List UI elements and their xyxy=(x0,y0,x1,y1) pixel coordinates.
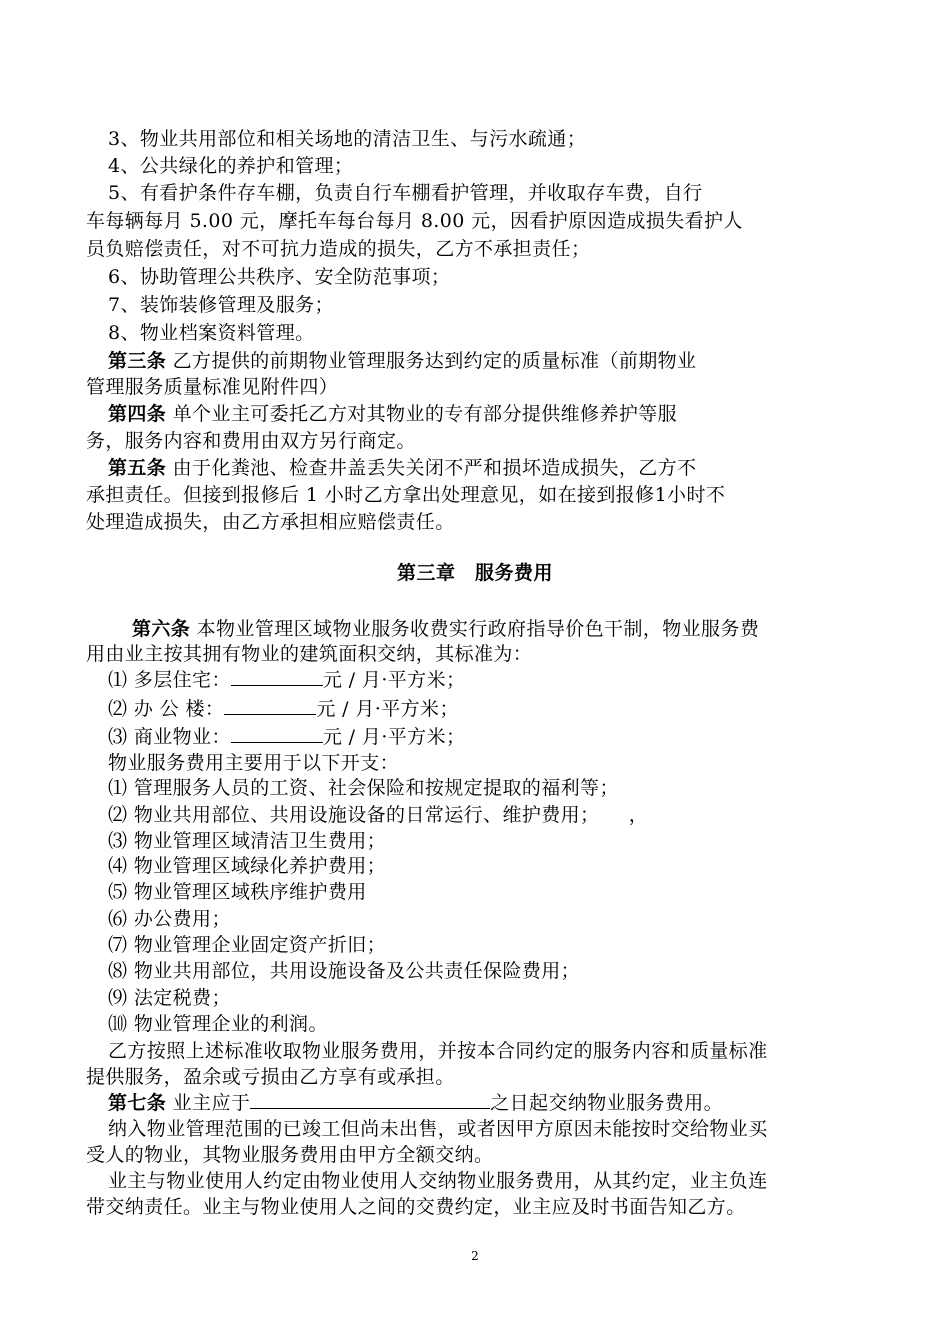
clause-line: 处理造成损失，由乙方承担相应赔偿责任。 xyxy=(86,511,455,533)
clause-line: 8、物业档案资料管理。 xyxy=(108,322,315,344)
clause-line: 4、公共绿化的养护和管理； xyxy=(108,155,354,177)
blank-field[interactable] xyxy=(231,724,323,743)
expense-item: ⑹ 办公费用； xyxy=(108,908,231,930)
article-text: 业主应于 xyxy=(166,1092,251,1114)
clause-line: 纳入物业管理范围的已竣工但尚未出售，或者因甲方原因未能按时交给物业买 xyxy=(108,1118,768,1140)
clause-line: 车每辆每月 5.00 元，摩托车每台每月 8.00 元，因看护原因造成损失看护人 xyxy=(86,210,743,232)
clause-line: 乙方按照上述标准收取物业服务费用，并按本合同约定的服务内容和质量标准 xyxy=(108,1040,768,1062)
expense-item: ⑵ 物业共用部位、共用设施设备的日常运行、维护费用； ， xyxy=(108,804,649,826)
expense-item: ⑷ 物业管理区域绿化养护费用； xyxy=(108,855,387,877)
clause-line: 员负赔偿责任，对不可抗力造成的损失，乙方不承担责任； xyxy=(86,238,591,260)
expense-item: ⑶ 物业管理区域清洁卫生费用； xyxy=(108,830,387,852)
clause-line: 6、协助管理公共秩序、安全防范事项； xyxy=(108,266,451,288)
article-3 xyxy=(108,348,696,374)
article-text: 之日起交纳物业服务费用。 xyxy=(490,1092,724,1114)
rate-row xyxy=(108,667,465,693)
clause-line: 管理服务质量标准见附件四） xyxy=(86,376,339,398)
article-7 xyxy=(108,1090,723,1116)
article-label: 第四条 xyxy=(108,403,167,425)
expense-item: ⑸ 物业管理区域秩序维护费用 xyxy=(108,881,367,903)
expense-item: ⑴ 管理服务人员的工资、社会保险和按规定提取的福利等； xyxy=(108,777,619,799)
clause-line: 3、物业共用部位和相关场地的清洁卫生、与污水疏通； xyxy=(108,128,587,150)
rate-unit: 元 / 月·平方米； xyxy=(322,726,466,748)
article-text: 单个业主可委托乙方对其物业的专有部分提供维修养护等服 xyxy=(166,403,678,425)
article-text: 本物业管理区域物业服务收费实行政府指导价色干制，物业服务费 xyxy=(190,618,760,640)
article-label: 第三条 xyxy=(108,350,167,372)
clause-line: 承担责任。但接到报修后 1 小时乙方拿出处理意见，如在接到报修1小时不 xyxy=(86,484,726,506)
expense-item: ⑼ 法定税费； xyxy=(108,987,231,1009)
blank-field[interactable] xyxy=(231,667,323,686)
date-blank-field[interactable] xyxy=(250,1090,490,1109)
clause-line: 用由业主按其拥有物业的建筑面积交纳，其标准为： xyxy=(86,643,533,665)
clause-line: 受人的物业，其物业服务费用由甲方全额交纳。 xyxy=(86,1144,494,1166)
clause-line: 7、装饰装修管理及服务； xyxy=(108,294,334,316)
rate-row xyxy=(108,696,459,722)
clause-line: 5、有看护条件存车棚，负责自行车棚看护管理，并收取存车费，自行 xyxy=(108,182,703,204)
chapter-title: 第三章 服务费用 xyxy=(396,562,553,584)
expense-item: ⑺ 物业管理企业固定资产折旧； xyxy=(108,934,387,956)
article-4 xyxy=(108,401,677,427)
article-label: 第五条 xyxy=(108,457,167,479)
article-5 xyxy=(108,455,696,481)
clause-line: 务，服务内容和费用由双方另行商定。 xyxy=(86,430,416,452)
rate-label: ⑵ 办 公 楼： xyxy=(108,698,225,720)
rate-unit: 元 / 月·平方米； xyxy=(316,698,459,720)
article-label: 第七条 xyxy=(108,1092,167,1114)
expense-item: ⑽ 物业管理企业的利润。 xyxy=(108,1013,328,1035)
clause-line: 业主与物业使用人约定由物业使用人交纳物业服务费用，从其约定，业主负连 xyxy=(108,1170,768,1192)
article-text: 由于化粪池、检查井盖丢失关闭不严和损坏造成损失，乙方不 xyxy=(166,457,697,479)
rate-unit: 元 / 月·平方米； xyxy=(322,669,466,691)
rate-row xyxy=(108,724,465,750)
page-number: 2 xyxy=(471,1249,479,1263)
article-6 xyxy=(132,616,759,642)
article-label: 第六条 xyxy=(132,618,191,640)
expense-intro: 物业服务费用主要用于以下开支： xyxy=(108,752,400,774)
clause-line: 提供服务，盈余或亏损由乙方享有或承担。 xyxy=(86,1066,455,1088)
article-text: 乙方提供的前期物业管理服务达到约定的质量标准（前期物业 xyxy=(166,350,697,372)
rate-label: ⑴ 多层住宅： xyxy=(108,669,231,691)
clause-line: 带交纳责任。业主与物业使用人之间的交费约定，业主应及时书面告知乙方。 xyxy=(86,1196,746,1218)
expense-item: ⑻ 物业共用部位，共用设施设备及公共责任保险费用； xyxy=(108,960,581,982)
blank-field[interactable] xyxy=(224,696,316,715)
rate-label: ⑶ 商业物业： xyxy=(108,726,231,748)
